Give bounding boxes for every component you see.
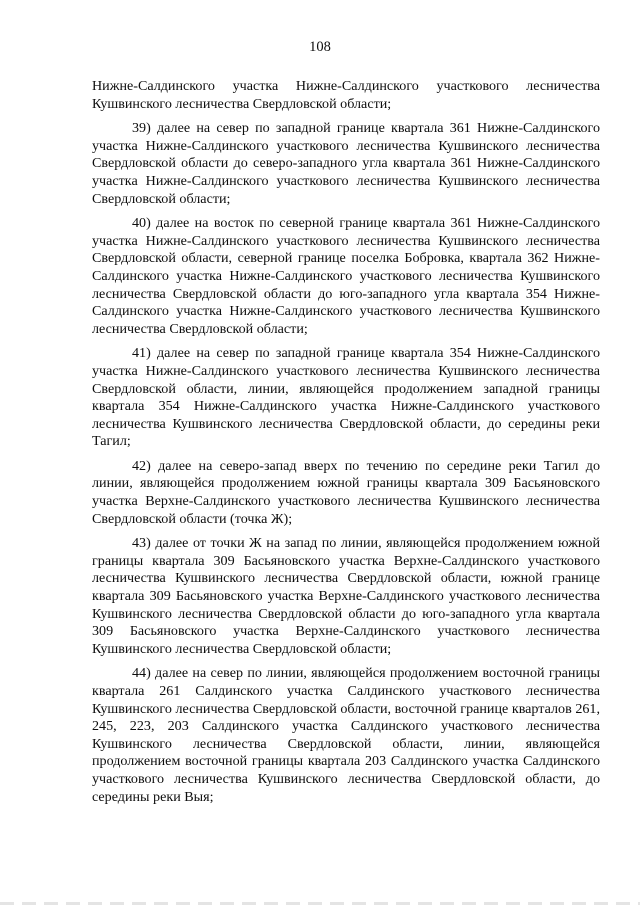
paragraph-item-39: 39) далее на север по западной границе квартала 361 Нижне-Салдинского участка Нижне-Салдинского участкового лесничества Кушвинского лесничества Свердловской области до северо-западного угла квартала 361 Нижне-Салдинского участка Нижне-Салдинского участкового лесничества Кушвинского лесничества Свердловской области; [92,120,600,207]
page-number: 108 [309,39,331,55]
paragraph-item-41: 41) далее на север по западной границе квартала 354 Нижне-Салдинского участка Нижне-Салдинского участкового лесничества Кушвинского лесничества Свердловской области, линии, являющейся продолжением западной границы квартала 354 Нижне-Салдинского участка Нижне-Салдинского участкового лесничества Кушвинского лесничества Свердловской области, до середины реки Тагил; [92,345,600,450]
paragraph-item-40: 40) далее на восток по северной границе квартала 361 Нижне-Салдинского участка Нижне-Салдинского участкового лесничества Кушвинского лесничества Свердловской области, северной границе поселка Бобровка, квартала 362 Нижне-Салдинского участка Нижне-Салдинского участкового лесничества Кушвинского лесничества Свердловской области до юго-западного угла квартала 354 Нижне-Салдинского участка Нижне-Салдинского участкового лесничества Кушвинского лесничества Свердловской области; [92,215,600,337]
paragraph-item-42: 42) далее на северо-запад вверх по течению по середине реки Тагил до линии, являющейся продолжением южной границы квартала 309 Басьяновского участка Верхне-Салдинского участкового лесничества Кушвинского лесничества Свердловской области (точка Ж); [92,457,600,527]
document-body [92,78,600,813]
paragraph-continuation: Нижне-Салдинского участка Нижне-Салдинского участкового лесничества Кушвинского лесничества Свердловской области; [92,78,600,112]
paragraph-item-43: 43) далее от точки Ж на запад по линии, являющейся продолжением южной границы квартала 309 Басьяновского участка Верхне-Салдинского участкового лесничества Кушвинского лесничества Свердловской области, южной границе квартала 309 Басьяновского участка Верхне-Салдинского участкового лесничества Кушвинского лесничества Свердловской области до юго-западного угла квартала 309 Басьяновского участка Верхне-Салдинского участкового лесничества Кушвинского лесничества Свердловской области; [92,535,600,657]
paragraph-item-44: 44) далее на север по линии, являющейся продолжением восточной границы квартала 261 Салдинского участка Салдинского участкового лесничества Кушвинского лесничества Свердловской области, восточной границе кварталов 261, 245, 223, 203 Салдинского участка Салдинского участкового лесничества Кушвинского лесничества Свердловской области, линии, являющейся продолжением восточной границы квартала 203 Салдинского участка Салдинского участкового лесничества Кушвинского лесничества Свердловской области, до середины реки Выя; [92,665,600,805]
